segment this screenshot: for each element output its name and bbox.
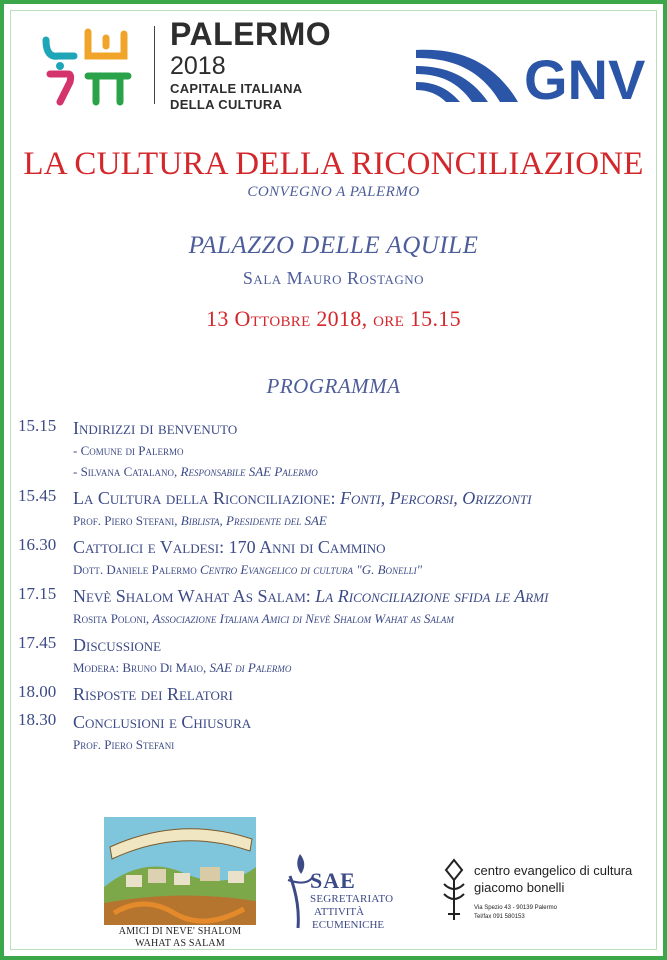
palermo-name: PALERMO [170, 16, 332, 52]
program-time: 16.30 [18, 535, 57, 554]
program-item [18, 584, 658, 629]
program-heading [73, 584, 658, 608]
program-heading-italic: Fonti, Percorsi, Orizzonti [339, 488, 532, 508]
neve-house [174, 873, 190, 885]
speaker-role: Associazione Italiana Amici di Nevè Shalom Wahat as Salam [152, 611, 454, 626]
sae-abbr: SAE [310, 868, 356, 893]
program-item [18, 486, 658, 531]
program-item [18, 633, 658, 678]
sae-logo-text [310, 870, 393, 931]
program-time: 18.30 [18, 710, 57, 729]
palermo-divider [154, 26, 155, 104]
program-time: 15.45 [18, 486, 57, 505]
program-time: 15.15 [18, 416, 57, 435]
sae-stem [290, 876, 298, 928]
palermo-caption-line2: DELLA CULTURA [170, 97, 283, 112]
palermo-glyph-green [88, 76, 128, 102]
speaker-role: SAE di Palermo [209, 660, 292, 675]
neve-shalom-caption [100, 926, 260, 950]
speaker-name: - Comune di Palermo [73, 443, 184, 458]
speaker-name: - Silvana Catalano, [73, 464, 178, 479]
program-list [18, 416, 658, 759]
program-item [18, 710, 658, 755]
program-heading-text: Conclusioni e Chiusura [73, 712, 252, 732]
neve-house [148, 869, 166, 883]
program-speaker [73, 510, 658, 531]
gnv-wordmark: GNV [524, 48, 646, 106]
program-speaker [73, 461, 658, 482]
neve-caption-line2: WAHAT AS SALAM [135, 938, 225, 949]
program-time: 18.00 [18, 682, 57, 701]
program-heading [73, 416, 658, 440]
program-speaker [73, 608, 658, 629]
speaker-role: Centro Evangelico di cultura "G. Bonelli" [200, 562, 423, 577]
program-title: PROGRAMMA [266, 374, 401, 398]
program-heading-italic: La Riconciliazione sfida le Armi [315, 586, 549, 606]
bonelli-line1: centro evangelico di cultura [474, 863, 633, 878]
program-heading-text: Indirizzi di benvenuto [73, 418, 238, 438]
speaker-role: Biblista, Presidente del SAE [180, 513, 327, 528]
neve-house [200, 867, 220, 881]
neve-house [126, 875, 142, 887]
sae-line3: ECUMENICHE [312, 919, 385, 931]
event-date: 13 Ottobre 2018, ore 15.15 [206, 306, 461, 331]
speaker-name: Modera: Bruno Di Maio, [73, 660, 207, 675]
program-heading-text: Risposte dei Relatori [73, 684, 233, 704]
gnv-logo [414, 44, 654, 106]
event-room: Sala Mauro Rostagno [242, 268, 425, 288]
bonelli-emblem-base [448, 880, 460, 920]
program-heading-text: Cattolici e Valdesi: 170 Anni di Cammino [73, 537, 386, 557]
palermo-caption-line1: CAPITALE ITALIANA [170, 81, 303, 96]
program-speaker [73, 440, 658, 461]
program-time: 17.15 [18, 584, 57, 603]
event-title: LA CULTURA DELLA RICONCILIAZIONE [23, 146, 644, 182]
sae-flame [297, 854, 304, 874]
program-speaker [73, 559, 658, 580]
program-heading [73, 682, 658, 706]
bonelli-emblem-top [446, 860, 462, 880]
palermo-glyph-teal-dot [56, 62, 64, 70]
bonelli-logo-text [474, 862, 632, 922]
neve-ground [104, 895, 256, 925]
palermo-logo-text [170, 18, 331, 111]
bonelli-line2: giacomo bonelli [474, 880, 565, 895]
program-heading [73, 633, 658, 657]
gnv-wave-3 [416, 82, 460, 102]
palermo-glyph-teal [46, 40, 74, 56]
speaker-name: Prof. Piero Stefani [73, 737, 175, 752]
program-item [18, 682, 658, 706]
program-heading [73, 486, 658, 510]
program-heading-text: Nevè Shalom Wahat As Salam: [73, 586, 311, 606]
neve-caption-line1: AMICI DI NEVE' SHALOM [118, 926, 242, 937]
program-speaker [73, 734, 658, 755]
program-heading [73, 535, 658, 559]
program-item [18, 416, 658, 482]
speaker-name: Rosita Poloni, [73, 611, 150, 626]
neve-house [228, 871, 244, 883]
program-heading-text: Discussione [73, 635, 162, 655]
speaker-name: Prof. Piero Stefani, [73, 513, 178, 528]
program-heading [73, 710, 658, 734]
sae-line1: SEGRETARIATO [310, 893, 394, 905]
program-item [18, 535, 658, 580]
neve-shalom-illustration [104, 817, 256, 925]
bonelli-tel: Tel/fax 091 580153 [474, 914, 525, 920]
event-subtitle: CONVEGNO A PALERMO [247, 184, 420, 200]
program-heading-text: La Cultura della Riconciliazione: [73, 488, 336, 508]
palermo-logo-glyphs [42, 26, 137, 106]
bonelli-address: Via Spezio 43 - 90139 Palermo [474, 905, 557, 911]
program-speaker [73, 657, 658, 678]
palermo-year: 2018 [170, 52, 226, 80]
sae-line2: ATTIVITÀ [314, 906, 365, 918]
event-venue: PALAZZO DELLE AQUILE [188, 232, 479, 259]
palermo-glyph-pink [50, 74, 71, 102]
speaker-role: Responsabile SAE Palermo [180, 464, 318, 479]
program-time: 17.45 [18, 633, 57, 652]
speaker-name: Dott. Daniele Palermo [73, 562, 197, 577]
bonelli-emblem-icon [440, 858, 468, 924]
